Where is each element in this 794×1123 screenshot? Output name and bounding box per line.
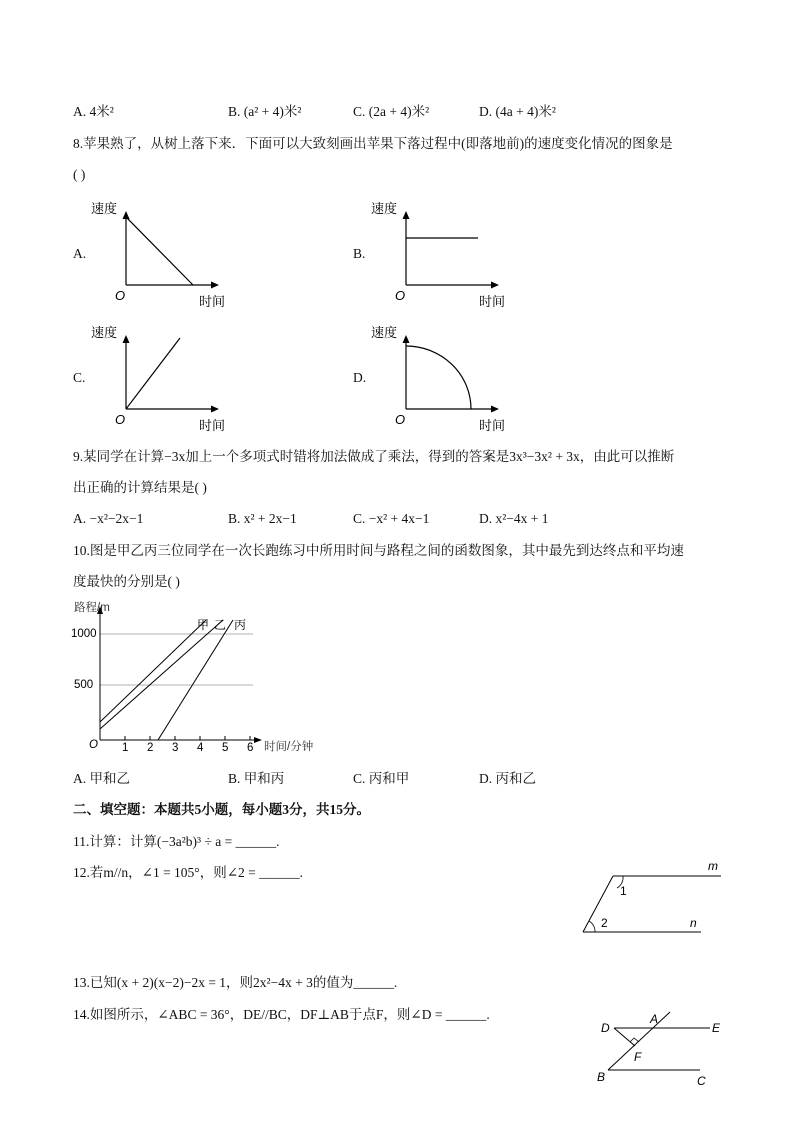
q8-graph-c xyxy=(85,319,245,439)
q10-series-label-jia: 甲 xyxy=(197,618,210,632)
q10-ytick-500: 500 xyxy=(74,679,94,691)
arrow-up-icon xyxy=(403,211,410,219)
q12-figure xyxy=(578,856,728,940)
q9-stem-line2: 出正确的计算结果是( ) xyxy=(73,480,207,495)
q8-label-d: D. xyxy=(353,370,367,385)
q8-graph-b-origin: O xyxy=(395,288,406,303)
section2-heading: 二、填空题：本题共5小题，每小题3分，共15分。 xyxy=(73,802,370,817)
q10-option-a: A. 甲和乙 xyxy=(73,771,130,786)
q8-graph-a-xlabel: 时间 xyxy=(199,294,226,309)
q11-text: 11.计算：计算(−3a²b)³ ÷ a = ______. xyxy=(73,834,280,849)
q8-label-a: A. xyxy=(73,246,87,261)
q10-series-label-bing: 丙 xyxy=(234,618,247,632)
q10-xtick-4: 4 xyxy=(197,742,204,754)
q10-graph-xlabel: 时间/分钟 xyxy=(264,741,314,753)
q8-graph-c-curve xyxy=(126,338,180,409)
q8-graph-c-xlabel: 时间 xyxy=(199,418,226,433)
q8-label-b: B. xyxy=(353,246,366,261)
q9-stem-line1: 9.某同学在计算−3x加上一个多项式时错将加法做成了乘法，得到的答案是3x³−3x² + 3x，由此可以推断 xyxy=(73,449,675,464)
q8-graph-d-xlabel: 时间 xyxy=(479,418,506,433)
q8-graph-d-origin: O xyxy=(395,412,406,427)
q10-series-label-yi: 乙 xyxy=(214,618,227,632)
q10-option-c: C. 丙和甲 xyxy=(353,771,410,786)
q10-xtick-3: 3 xyxy=(172,742,179,754)
q10-stem-line2: 度最快的分别是( ) xyxy=(73,574,180,589)
q14-text: 14.如图所示，∠ABC = 36°，DE//BC，DF⊥AB于点F，则∠D = ______. xyxy=(73,1007,490,1022)
q10-option-d: D. 丙和乙 xyxy=(479,771,536,786)
arrow-right-icon xyxy=(491,406,499,413)
q8-graph-c-origin: O xyxy=(115,412,126,427)
q13-text: 13.已知(x + 2)(x−2)−2x = 1，则2x²−4x + 3的值为______. xyxy=(73,975,398,990)
q9-option-a: A. −x²−2x−1 xyxy=(73,511,144,526)
q8-graph-a xyxy=(85,195,245,315)
q10-ytick-1000: 1000 xyxy=(71,628,97,640)
q8-graph-a-origin: O xyxy=(115,288,126,303)
q10-graph xyxy=(68,598,338,758)
q10-line-bing xyxy=(158,620,233,740)
q10-xtick-1: 1 xyxy=(122,742,129,754)
q8-graph-d xyxy=(365,319,525,439)
q12-text: 12.若m//n，∠1 = 105°，则∠2 = ______. xyxy=(73,865,304,880)
q9-option-d: D. x²−4x + 1 xyxy=(479,511,549,526)
q12-label-angle1: 1 xyxy=(620,884,627,898)
q10-xtick-5: 5 xyxy=(222,742,229,754)
q8-stem: 8.苹果熟了，从树上落下来．下面可以大致刻画出苹果下落过程中(即落地前)的速度变化情况的图象是 xyxy=(73,136,673,151)
q10-stem-line1: 10.图是甲乙丙三位同学在一次长跑练习中所用时间与路程之间的函数图象，其中最先到达终点和平均速 xyxy=(73,543,684,558)
q8-graph-d-curve xyxy=(406,346,471,409)
q7-option-a: A. 4米² xyxy=(73,104,114,119)
q10-option-b: B. 甲和丙 xyxy=(228,771,285,786)
q10-xtick-2: 2 xyxy=(147,742,154,754)
q9-option-c: C. −x² + 4x−1 xyxy=(353,511,430,526)
q12-label-n: n xyxy=(690,916,697,930)
q14-label-C: C xyxy=(697,1074,706,1088)
q8-graph-c-ylabel: 速度 xyxy=(91,325,118,340)
q8-graph-b xyxy=(365,195,525,315)
q7-option-d: D. (4a + 4)米² xyxy=(479,104,556,119)
q8-paren: ( ) xyxy=(73,167,86,182)
q14-label-B: B xyxy=(597,1070,606,1084)
arrow-up-icon xyxy=(403,335,410,343)
q10-xtick-6: 6 xyxy=(247,742,254,754)
q8-graph-a-curve xyxy=(126,217,193,285)
arrow-right-icon xyxy=(211,406,219,413)
q8-graph-b-ylabel: 速度 xyxy=(371,201,398,216)
q8-graph-d-ylabel: 速度 xyxy=(371,325,398,340)
arrow-right-icon xyxy=(211,282,219,289)
q8-label-c: C. xyxy=(73,370,86,385)
q8-graph-a-ylabel: 速度 xyxy=(91,201,118,216)
q14-label-E: E xyxy=(712,1021,721,1035)
q10-line-yi xyxy=(100,620,223,729)
q12-label-m: m xyxy=(708,859,718,873)
q8-graph-b-xlabel: 时间 xyxy=(479,294,506,309)
q7-option-c: C. (2a + 4)米² xyxy=(353,104,430,119)
q14-label-F: F xyxy=(634,1050,642,1064)
q9-option-b: B. x² + 2x−1 xyxy=(228,511,297,526)
arrow-up-icon xyxy=(123,335,130,343)
q14-label-D: D xyxy=(601,1021,610,1035)
q14-label-A: A xyxy=(650,1012,659,1026)
q10-graph-ylabel: 路程/m xyxy=(74,602,110,614)
q10-line-jia xyxy=(100,620,206,722)
q12-label-angle2: 2 xyxy=(601,916,608,930)
q14-figure xyxy=(592,1008,732,1090)
arrow-right-icon xyxy=(491,282,499,289)
arrow-right-icon xyxy=(254,737,262,743)
q10-graph-origin: O xyxy=(89,739,98,751)
q7-option-b: B. (a² + 4)米² xyxy=(228,104,302,119)
